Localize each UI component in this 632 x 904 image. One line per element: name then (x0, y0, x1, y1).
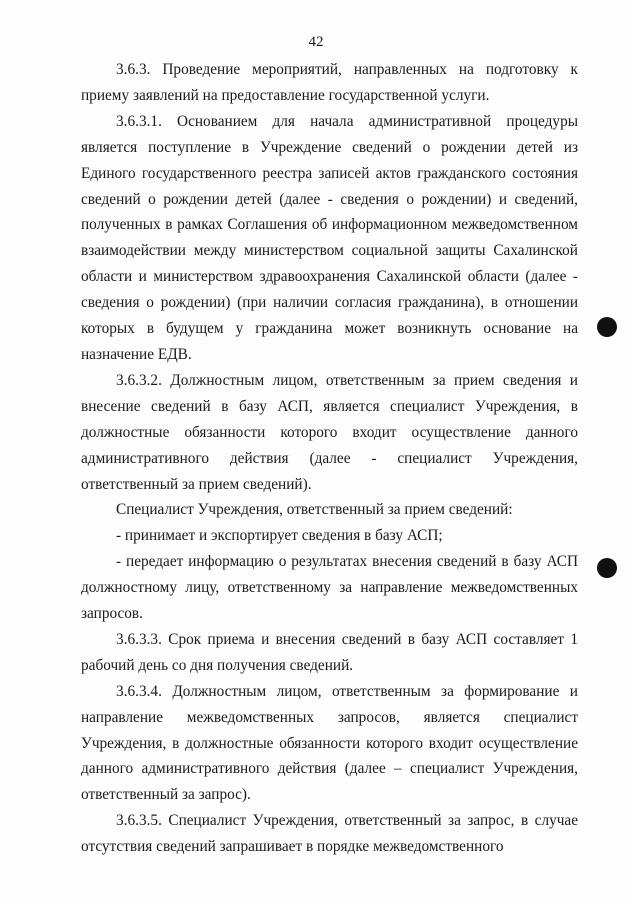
paragraph-3-6-3-4: 3.6.3.4. Должностным лицом, ответственным за формирование и направление межведомственных запросов, является специалист Учреждения, в должностные обязанности которого входит осуществление данного административного действия (далее – специалист Учреждения, ответственный за запрос). (81, 682, 578, 804)
paragraph-3-6-3-3: 3.6.3.3. Срок приема и внесения сведений в базу АСП составляет 1 рабочий день со дня получения сведений. (81, 630, 578, 674)
hole-punch-mark (597, 317, 617, 337)
page-number: 42 (308, 34, 324, 50)
paragraph-specialist-duties: Специалист Учреждения, ответственный за прием сведений: (116, 501, 513, 519)
hole-punch-mark (597, 558, 617, 578)
document-body (81, 57, 578, 860)
paragraph-3-6-3-2: 3.6.3.2. Должностным лицом, ответственным за прием сведения и внесение сведений в базу АСП, является специалист Учреждения, в должностные обязанности которого входит осуществление данного административного действия (далее - специалист Учреждения, ответственный за прием сведений). (81, 371, 578, 493)
paragraph-3-6-3: 3.6.3. Проведение мероприятий, направленных на подготовку к приему заявлений на предоставление государственной услуги. (81, 61, 578, 104)
paragraph-3-6-3-5: 3.6.3.5. Специалист Учреждения, ответственный за запрос, в случае отсутствия сведений запрашивает в порядке межведомственного (81, 812, 578, 856)
paragraph-3-6-3-1: 3.6.3.1. Основанием для начала административной процедуры является поступление в Учреждение сведений о рождении детей из Единого государственного реестра записей актов гражданского состояния сведений о рождении детей (далее - сведения о рождении) и сведений, полученных в рамках Соглашения об информационном межведомственном взаимодействии между министерством социальной защиты Сахалинской области и министерством здравоохранения Сахалинской области (далее - сведения о рождении) (при наличии согласия гражданина), в отношении которых в будущем у гражданина может возникнуть основание на назначение ЕДВ. (81, 112, 578, 363)
list-item-accepts-exports: - принимает и экспортирует сведения в базу АСП; (116, 527, 443, 545)
list-item-transmits-information: - передает информацию о результатах внесения сведений в базу АСП должностному лицу, ответственному за направление межведомственных запросов. (81, 553, 578, 623)
